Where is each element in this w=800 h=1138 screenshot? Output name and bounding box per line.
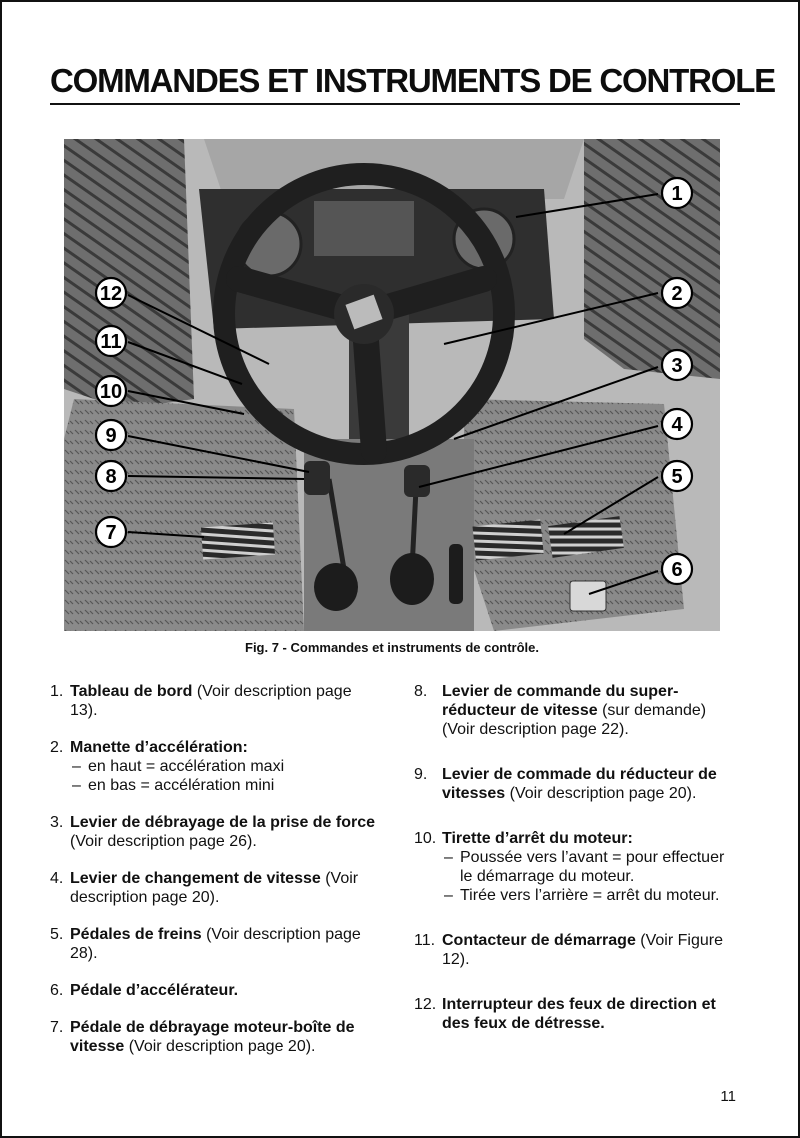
- svg-text:9: 9: [105, 425, 117, 447]
- callout-2: [662, 278, 692, 308]
- callout-7: [96, 517, 126, 547]
- legend-item-6: 6. Pédale d’accélérateur.: [50, 982, 239, 999]
- tractor-controls-photo: [64, 139, 720, 631]
- legend-subitem: – en bas = accélération mini: [72, 777, 275, 794]
- svg-text:12: 12: [99, 283, 123, 305]
- callout-5: [662, 461, 692, 491]
- title-rule: [50, 103, 740, 105]
- legend-item-11: 11. Contacteur de démarrage (Voir Figure 12).: [414, 932, 723, 968]
- callout-8: [96, 461, 126, 491]
- svg-text:4: 4: [671, 414, 683, 436]
- svg-text:10: 10: [99, 381, 123, 403]
- svg-text:11: 11: [100, 331, 122, 353]
- page-title: COMMANDES ET INSTRUMENTS DE CONTROLE: [50, 62, 775, 99]
- callout-10: [96, 376, 126, 406]
- legend-item-10: 10. Tirette d’arrêt du moteur: – Poussée vers l’avant = pour effectuer le démarrage du moteur. – Tirée vers l’arrière = arrêt du moteur.: [414, 829, 740, 905]
- legend-item-8: 8. Levier de commande du super-réducteur de vitesse (sur demande) (Voir description page 22).: [414, 683, 707, 738]
- svg-text:6: 6: [671, 559, 683, 581]
- svg-text:3: 3: [671, 355, 683, 377]
- legend-subitem: – Tirée vers l’arrière = arrêt du moteur.: [444, 887, 720, 904]
- legend-item-3: 3. Levier de débrayage de la prise de force (Voir description page 26).: [50, 814, 376, 850]
- legend-item-12: 12. Interrupteur des feux de direction et des feux de détresse.: [414, 996, 716, 1032]
- callout-6: [662, 554, 692, 584]
- legend-item-1: 1. Tableau de bord (Voir description page 13).: [50, 683, 352, 719]
- svg-text:8: 8: [105, 466, 117, 488]
- legend-right-column: [414, 682, 740, 1033]
- page-number: 11: [720, 1088, 736, 1105]
- legend-item-9: 9. Levier de commade du réducteur de vitesses (Voir description page 20).: [414, 766, 717, 802]
- legend-subitem: – en haut = accélération maxi: [72, 758, 285, 775]
- legend-subitem: – Poussée vers l’avant = pour effectuer le démarrage du moteur.: [444, 849, 725, 885]
- legend-item-2: 2. Manette d’accélération: – en haut = accélération maxi – en bas = accélération mini: [50, 738, 378, 795]
- callout-12: [96, 278, 126, 308]
- legend-item-5: 5. Pédales de freins (Voir description page 28).: [50, 926, 361, 962]
- legend-item-7: 7. Pédale de débrayage moteur-boîte de vitesse (Voir description page 20).: [50, 1019, 355, 1055]
- legend-left-column: [50, 682, 378, 1056]
- svg-text:2: 2: [671, 283, 683, 305]
- figure-caption: Fig. 7 - Commandes et instruments de contrôle.: [245, 640, 539, 655]
- callout-1: [662, 178, 692, 208]
- svg-text:1: 1: [671, 183, 683, 205]
- photo-illustration: [64, 139, 720, 631]
- legend-item-4: 4. Levier de changement de vitesse (Voir description page 20).: [50, 870, 359, 906]
- callout-9: [96, 420, 126, 450]
- callout-11: [96, 326, 126, 356]
- svg-text:5: 5: [671, 466, 683, 488]
- callout-4: [662, 409, 692, 439]
- callout-3: [662, 350, 692, 380]
- svg-text:7: 7: [105, 522, 117, 544]
